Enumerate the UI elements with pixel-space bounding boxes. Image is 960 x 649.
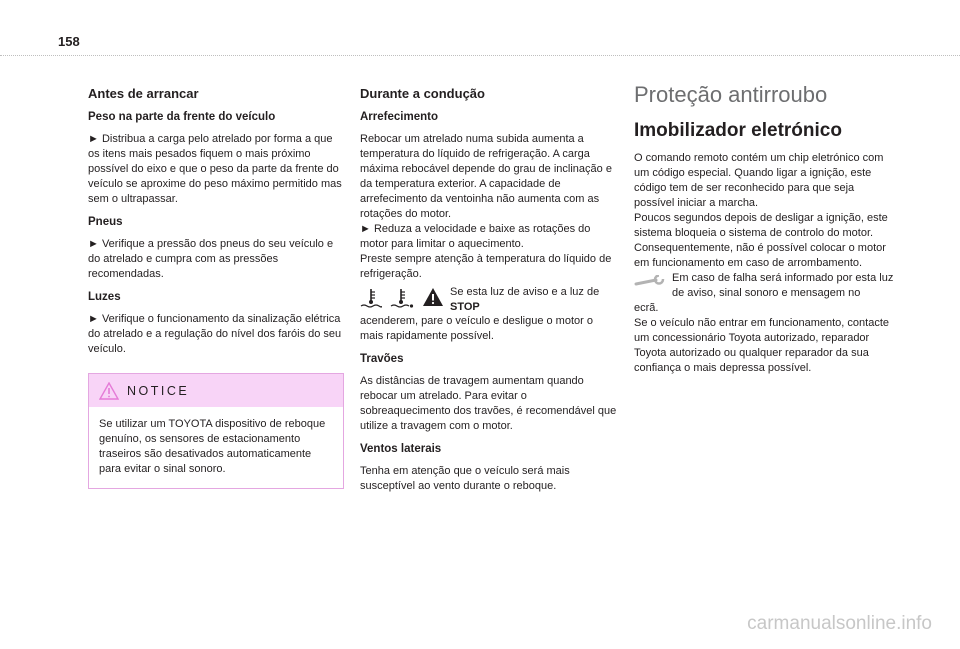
warning-light-row: [360, 285, 618, 315]
paragraph: Rebocar um atrelado numa subida aumenta a temperatura do líquido de refrigeração. A carga máxima rebocável depende do grau de inclinação e da temperatura exterior. A capacidade de arrefecimento da ventoinha não aumenta com as rotações do motor.: [360, 133, 612, 220]
column-anti-theft: [634, 82, 896, 385]
warning-triangle-icon: [422, 287, 444, 307]
subheading-cooling: Arrefecimento: [360, 111, 438, 123]
paragraph: acenderem, pare o veículo e desligue o motor o mais rapidamente possível.: [360, 315, 593, 342]
subheading-tyres: Pneus: [88, 216, 123, 228]
warning-triangle-icon: [99, 382, 119, 400]
header-divider: [0, 55, 960, 56]
section-heading: Antes de arrancar: [88, 86, 199, 101]
paragraph: Tenha em atenção que o veículo será mais susceptível ao vento durante o reboque.: [360, 465, 570, 492]
stop-label: STOP: [450, 301, 480, 313]
notice-header: [89, 374, 343, 407]
notice-text: Se utilizar um TOYOTA dispositivo de reboque genuíno, os sensores de estacionamento traseiros são desativados automaticamente para evitar o sinal sonoro.: [99, 418, 326, 475]
section-heading: Durante a condução: [360, 86, 485, 101]
paragraph: ► Reduza a velocidade e baixe as rotações do motor para limitar o aquecimento.: [360, 223, 591, 250]
immobilizer-warning-row: [634, 271, 896, 301]
wrench-icon: [634, 275, 666, 289]
subheading-weight: Peso na parte da frente do veículo: [88, 111, 276, 123]
paragraph: As distâncias de travagem aumentam quando rebocar um atrelado. Para evitar o sobreaquecimento dos travões, é recomendável que utilize a travagem com o motor.: [360, 375, 617, 432]
paragraph: ecrã.: [634, 302, 659, 314]
paragraph: O comando remoto contém um chip eletrónico com um código especial. Quando ligar a ignição, este código tem de ser reconhecido para que seja possível iniciar a marcha.: [634, 152, 884, 209]
subheading-lights: Luzes: [88, 291, 121, 303]
coolant-temperature-icon: [390, 287, 414, 309]
subheading-brakes: Travões: [360, 353, 404, 365]
notice-label: NOTICE: [127, 383, 190, 398]
paragraph: ► Distribua a carga pelo atrelado por forma a que os itens mais pesados fiquem o mais próximo possível do eixo e que o peso da parte da frente do veículo se aproxime do peso máximo permitido mas sem o ultrapassar.: [88, 133, 342, 205]
coolant-temperature-icon: [360, 287, 382, 309]
paragraph: ► Verifique o funcionamento da sinalização elétrica do atrelado e a regulação do nível dos faróis do seu veículo.: [88, 313, 342, 355]
notice-box: [88, 373, 344, 489]
column-before-departure: [88, 82, 344, 489]
paragraph: Preste sempre atenção à temperatura do líquido de refrigeração.: [360, 253, 612, 280]
paragraph-warning: Se esta luz de aviso e a luz de STOP: [450, 286, 600, 313]
subheading-crosswinds: Ventos laterais: [360, 443, 442, 455]
watermark: carmanualsonline.info: [747, 613, 932, 634]
page-title: Imobilizador eletrónico: [634, 120, 842, 141]
paragraph: Se o veículo não entrar em funcionamento, contacte um concessionário Toyota autorizado, reparador Toyota autorizado ou qualquer reparador da sua confiança o mais depressa possível.: [634, 317, 889, 374]
paragraph: Poucos segundos depois de desligar a ignição, este sistema bloqueia o sistema de controlo do motor. Consequentemente, não é possível colocar o motor em funcionamento em caso de arrombamento.: [634, 212, 888, 269]
paragraph: ► Verifique a pressão dos pneus do seu veículo e do atrelado e cumpra com as pressões recomendadas.: [88, 238, 334, 280]
section-title: Proteção antirroubo: [634, 82, 828, 107]
paragraph-warning: Em caso de falha será informado por esta luz de aviso, sinal sonoro e mensagem no: [672, 272, 894, 299]
column-while-driving: [360, 82, 618, 503]
page-number: 158: [58, 34, 80, 49]
